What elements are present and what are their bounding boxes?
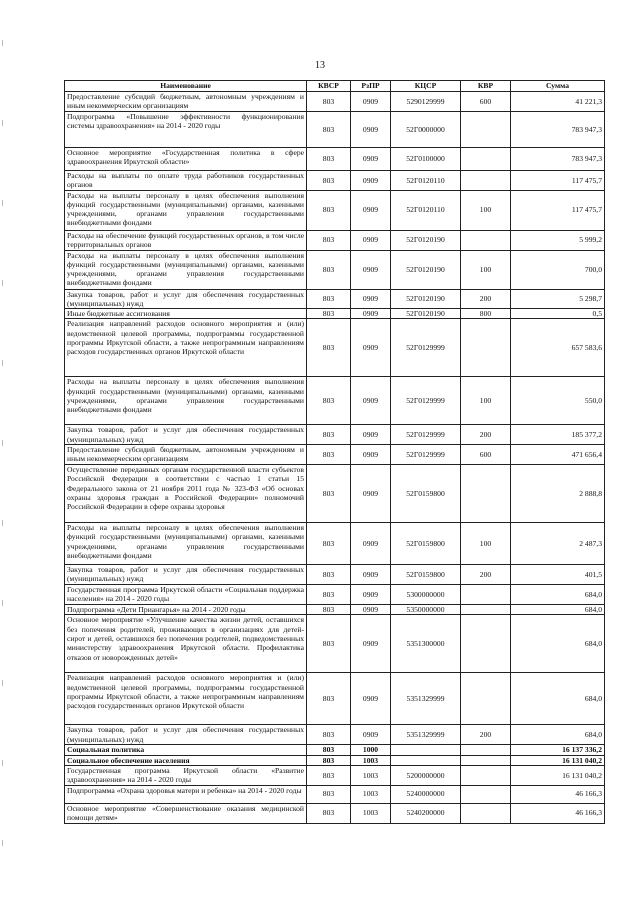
cell-rzpr: 0909 — [351, 171, 391, 191]
cell-kvsr: 803 — [307, 755, 351, 765]
cell-kcsr: 5240000000 — [391, 785, 461, 803]
cell-kvr — [461, 465, 511, 523]
table-row — [65, 250, 605, 289]
cell-kvr: 200 — [461, 565, 511, 585]
cell-sum: 550,0 — [511, 377, 605, 425]
budget-table-container — [64, 80, 604, 824]
cell-rzpr: 0909 — [351, 92, 391, 112]
cell-name: Иные бюджетные ассигнования — [65, 309, 307, 319]
cell-name: Расходы на выплаты по оплате труда работников государственных органов — [65, 171, 307, 191]
table-row — [65, 765, 605, 785]
cell-kvr — [461, 615, 511, 673]
cell-kvsr: 803 — [307, 230, 351, 250]
table-row — [65, 615, 605, 673]
cell-kcsr: 52Г0120190 — [391, 250, 461, 289]
cell-rzpr: 0909 — [351, 445, 391, 465]
cell-sum: 16 137 336,2 — [511, 745, 605, 755]
cell-sum: 117 475,7 — [511, 190, 605, 230]
cell-name: Осуществление переданных органам государственной власти субъектов Российской Федерации в соответствии с частью 1 статьи 15 Федерального закона от 21 ноября 2011 года № 323-ФЗ «Об основах охраны здоровья граждан в Российской Федерации» полномочий Российской Федерации в сфере охраны здоровья — [65, 465, 307, 523]
cell-kcsr: 5200000000 — [391, 765, 461, 785]
cell-kcsr: 52Г0120110 — [391, 171, 461, 191]
cell-kvr — [461, 673, 511, 725]
cell-sum: 684,0 — [511, 725, 605, 745]
table-row — [65, 377, 605, 425]
cell-sum: 684,0 — [511, 605, 605, 615]
page-number: 13 — [315, 60, 325, 71]
cell-kvsr: 803 — [307, 289, 351, 309]
cell-kcsr: 52Г0129999 — [391, 319, 461, 377]
table-row — [65, 190, 605, 230]
cell-name: Основное мероприятие «Улучшение качества жизни детей, оставшихся без попечения родителей, проживающих в организациях для детей-сирот и детей, оставшихся без попечения родителей, подведомственных министерству здравоохранения Иркутской области. Профилактика отказов от новорожденных детей» — [65, 615, 307, 673]
cell-sum: 657 583,6 — [511, 319, 605, 377]
cell-sum: 684,0 — [511, 615, 605, 673]
cell-kvr: 100 — [461, 190, 511, 230]
cell-kcsr: 52Г0120190 — [391, 230, 461, 250]
cell-kvr — [461, 605, 511, 615]
cell-kcsr: 52Г0159800 — [391, 565, 461, 585]
table-row — [65, 319, 605, 377]
table-row — [65, 725, 605, 745]
cell-kvr — [461, 755, 511, 765]
cell-sum: 16 131 040,2 — [511, 765, 605, 785]
cell-name: Закупка товаров, работ и услуг для обеспечения государственных (муниципальных) нужд — [65, 565, 307, 585]
cell-sum: 783 947,3 — [511, 148, 605, 171]
cell-kcsr: 52Г0129999 — [391, 425, 461, 445]
cell-name: Реализация направлений расходов основного мероприятия и (или) ведомственной целевой программы, подпрограммы государственной программы Иркутской области, а также непрограммным направлениям расходов государственных органов Иркутской области — [65, 319, 307, 377]
cell-rzpr: 0909 — [351, 319, 391, 377]
table-body — [65, 92, 605, 824]
cell-kvsr: 803 — [307, 112, 351, 148]
cell-kcsr — [391, 745, 461, 755]
table-row — [65, 465, 605, 523]
cell-kvsr: 803 — [307, 605, 351, 615]
table-row — [65, 785, 605, 803]
cell-name: Предоставление субсидий бюджетным, автономным учреждениям и иным некоммерческим организациям — [65, 445, 307, 465]
cell-rzpr: 0909 — [351, 250, 391, 289]
cell-name: Реализация направлений расходов основного мероприятия и (или) ведомственной целевой программы, подпрограммы государственной программы Иркутской области, а также непрограммным направлениям расходов государственных органов Иркутской области — [65, 673, 307, 725]
cell-rzpr: 0909 — [351, 289, 391, 309]
binding-edge-marks — [0, 0, 8, 905]
cell-name: Подпрограмма «Повышение эффективности функционирования системы здравоохранения» на 2014 - 2020 годы — [65, 112, 307, 148]
cell-sum: 5 298,7 — [511, 289, 605, 309]
cell-kvsr: 803 — [307, 585, 351, 605]
cell-kvr — [461, 112, 511, 148]
cell-kvr: 200 — [461, 425, 511, 445]
cell-name: Основное мероприятие «Государственная политика в сфере здравоохранения Иркутской области» — [65, 148, 307, 171]
cell-kcsr: 5350000000 — [391, 605, 461, 615]
cell-kvsr: 803 — [307, 803, 351, 823]
cell-kcsr: 52Г0120110 — [391, 190, 461, 230]
cell-kvsr: 803 — [307, 190, 351, 230]
cell-kvr — [461, 171, 511, 191]
cell-name: Подпрограмма «Охрана здоровья матери и ребенка» на 2014 - 2020 годы — [65, 785, 307, 803]
table-row — [65, 745, 605, 755]
cell-kcsr: 5300000000 — [391, 585, 461, 605]
cell-rzpr: 0909 — [351, 523, 391, 565]
cell-kcsr: 5240200000 — [391, 803, 461, 823]
table-row — [65, 565, 605, 585]
header-kvr: КВР — [461, 81, 511, 92]
cell-kvsr: 803 — [307, 92, 351, 112]
cell-kvr — [461, 585, 511, 605]
header-name: Наименование — [65, 81, 307, 92]
table-row — [65, 803, 605, 823]
cell-sum: 46 166,3 — [511, 785, 605, 803]
cell-name: Предоставление субсидий бюджетным, автономным учреждениям и иным некоммерческим организациям — [65, 92, 307, 112]
table-row — [65, 309, 605, 319]
cell-sum: 2 888,8 — [511, 465, 605, 523]
cell-kcsr: 52Г0120190 — [391, 309, 461, 319]
cell-sum: 684,0 — [511, 585, 605, 605]
table-row — [65, 148, 605, 171]
header-kcsr: КЦСР — [391, 81, 461, 92]
cell-name: Закупка товаров, работ и услуг для обеспечения государственных (муниципальных) нужд — [65, 425, 307, 445]
cell-kvsr: 803 — [307, 377, 351, 425]
cell-kvsr: 803 — [307, 615, 351, 673]
cell-sum: 2 487,3 — [511, 523, 605, 565]
table-row — [65, 171, 605, 191]
cell-kcsr: 52Г0100000 — [391, 148, 461, 171]
cell-sum: 5 999,2 — [511, 230, 605, 250]
cell-rzpr: 1000 — [351, 745, 391, 755]
table-row — [65, 425, 605, 445]
cell-rzpr: 1003 — [351, 803, 391, 823]
cell-name: Основное мероприятие «Совершенствование оказания медицинской помощи детям» — [65, 803, 307, 823]
cell-kcsr: 5351300000 — [391, 615, 461, 673]
header-kvsr: КВСР — [307, 81, 351, 92]
table-row — [65, 92, 605, 112]
cell-kvsr: 803 — [307, 171, 351, 191]
cell-kvsr: 803 — [307, 425, 351, 445]
table-row — [65, 755, 605, 765]
cell-kvr — [461, 319, 511, 377]
cell-kcsr: 5351329999 — [391, 725, 461, 745]
cell-kcsr: 5290129999 — [391, 92, 461, 112]
cell-rzpr: 0909 — [351, 148, 391, 171]
cell-sum: 783 947,3 — [511, 112, 605, 148]
cell-name: Социальное обеспечение населения — [65, 755, 307, 765]
cell-kvsr: 803 — [307, 523, 351, 565]
cell-name: Расходы на обеспечение функций государственных органов, в том числе территориальных органов — [65, 230, 307, 250]
cell-kcsr: 52Г0120190 — [391, 289, 461, 309]
cell-rzpr: 1003 — [351, 785, 391, 803]
cell-name: Закупка товаров, работ и услуг для обеспечения государственных (муниципальных) нужд — [65, 725, 307, 745]
cell-name: Закупка товаров, работ и услуг для обеспечения государственных (муниципальных) нужд — [65, 289, 307, 309]
cell-kcsr: 52Г0000000 — [391, 112, 461, 148]
cell-kvsr: 803 — [307, 785, 351, 803]
cell-rzpr: 0909 — [351, 425, 391, 445]
cell-kvsr: 803 — [307, 673, 351, 725]
cell-rzpr: 0909 — [351, 565, 391, 585]
cell-kvsr: 803 — [307, 250, 351, 289]
cell-kvsr: 803 — [307, 565, 351, 585]
cell-rzpr: 0909 — [351, 605, 391, 615]
table-row — [65, 112, 605, 148]
cell-sum: 0,5 — [511, 309, 605, 319]
cell-name: Расходы на выплаты персоналу в целях обеспечения выполнения функций государственными (муниципальными) органами, казенными учреждениями, органами управления государственными внебюджетными фондами — [65, 250, 307, 289]
cell-sum: 684,0 — [511, 673, 605, 725]
cell-kvsr: 803 — [307, 725, 351, 745]
cell-kvr — [461, 148, 511, 171]
cell-kcsr: 52Г0159800 — [391, 523, 461, 565]
cell-sum: 117 475,7 — [511, 171, 605, 191]
cell-kvr — [461, 785, 511, 803]
cell-name: Расходы на выплаты персоналу в целях обеспечения выполнения функций государственными (муниципальными) органами, казенными учреждениями, органами управления государственными внебюджетными фондами — [65, 523, 307, 565]
cell-sum: 700,0 — [511, 250, 605, 289]
cell-kvsr: 803 — [307, 765, 351, 785]
cell-sum: 16 131 040,2 — [511, 755, 605, 765]
cell-sum: 401,5 — [511, 565, 605, 585]
cell-rzpr: 0909 — [351, 377, 391, 425]
cell-kvsr: 803 — [307, 445, 351, 465]
cell-kvr: 800 — [461, 309, 511, 319]
cell-rzpr: 0909 — [351, 673, 391, 725]
table-row — [65, 230, 605, 250]
header-rzpr: РзПР — [351, 81, 391, 92]
cell-kvsr: 803 — [307, 309, 351, 319]
cell-kvsr: 803 — [307, 148, 351, 171]
cell-rzpr: 0909 — [351, 585, 391, 605]
cell-name: Государственная программа Иркутской области «Социальная поддержка населения» на 2014 - 2020 годы — [65, 585, 307, 605]
table-row — [65, 673, 605, 725]
cell-kvsr: 803 — [307, 465, 351, 523]
cell-kvr: 100 — [461, 250, 511, 289]
cell-kvr: 100 — [461, 377, 511, 425]
cell-rzpr: 1003 — [351, 765, 391, 785]
cell-kvr — [461, 803, 511, 823]
cell-kvsr: 803 — [307, 745, 351, 755]
cell-name: Государственная программа Иркутской области «Развитие здравоохранения» на 2014 - 2020 годы — [65, 765, 307, 785]
cell-rzpr: 0909 — [351, 465, 391, 523]
cell-kvr — [461, 765, 511, 785]
cell-kvsr: 803 — [307, 319, 351, 377]
table-row — [65, 289, 605, 309]
cell-name: Расходы на выплаты персоналу в целях обеспечения выполнения функций государственными (муниципальными) органами, казенными учреждениями, органами управления государственными внебюджетными фондами — [65, 190, 307, 230]
table-row — [65, 605, 605, 615]
cell-name: Социальная политика — [65, 745, 307, 755]
table-row — [65, 523, 605, 565]
cell-sum: 471 656,4 — [511, 445, 605, 465]
cell-kvr: 600 — [461, 92, 511, 112]
header-sum: Сумма — [511, 81, 605, 92]
cell-sum: 185 377,2 — [511, 425, 605, 445]
cell-name: Подпрограмма «Дети Приангарья» на 2014 - 2020 годы — [65, 605, 307, 615]
cell-kcsr: 52Г0129999 — [391, 377, 461, 425]
cell-sum: 46 166,3 — [511, 803, 605, 823]
cell-kvr: 200 — [461, 725, 511, 745]
table-header-row — [65, 81, 605, 92]
cell-kcsr: 52Г0159800 — [391, 465, 461, 523]
cell-kvr — [461, 745, 511, 755]
table-row — [65, 445, 605, 465]
cell-rzpr: 0909 — [351, 190, 391, 230]
cell-rzpr: 0909 — [351, 615, 391, 673]
budget-table — [64, 80, 605, 824]
cell-name: Расходы на выплаты персоналу в целях обеспечения выполнения функций государственными (муниципальными) органами, казенными учреждениями, органами управления государственными внебюджетными фондами — [65, 377, 307, 425]
cell-kvr: 200 — [461, 289, 511, 309]
cell-rzpr: 0909 — [351, 112, 391, 148]
cell-kvr — [461, 230, 511, 250]
cell-rzpr: 0909 — [351, 725, 391, 745]
cell-kvr: 100 — [461, 523, 511, 565]
cell-kcsr: 52Г0129999 — [391, 445, 461, 465]
cell-kcsr: 5351329999 — [391, 673, 461, 725]
cell-rzpr: 1003 — [351, 755, 391, 765]
cell-kcsr — [391, 755, 461, 765]
table-row — [65, 585, 605, 605]
cell-kvr: 600 — [461, 445, 511, 465]
cell-rzpr: 0909 — [351, 309, 391, 319]
cell-rzpr: 0909 — [351, 230, 391, 250]
cell-sum: 41 221,3 — [511, 92, 605, 112]
